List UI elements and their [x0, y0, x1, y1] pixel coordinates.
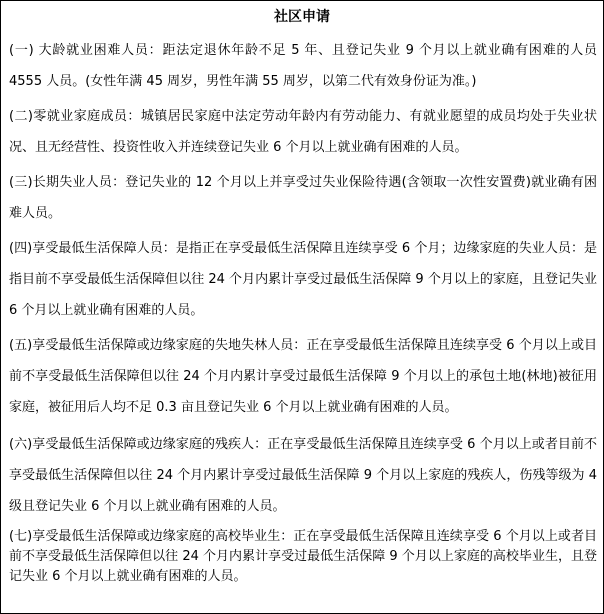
paragraph-3: (三)长期失业人员：登记失业的 12 个月以上并享受过失业保险待遇(含领取一次性安置费)就业确有困难人员。	[9, 175, 597, 221]
paragraph-5: (五)享受最低生活保障或边缘家庭的失地失林人员：正在享受最低生活保障且连续享受 6 个月以上或目前不享受最低生活保障但以往 24 个月内累计享受过最低生活保障 9 个月以上的承包土地(林地)被征用家庭，被征用后人均不足 0.3 亩且登记失业 6 个月以上就业确有困难的人员。	[9, 338, 597, 415]
document-title: 社区申请	[274, 9, 330, 25]
paragraph-6: (六)享受最低生活保障或边缘家庭的残疾人：正在享受最低生活保障且连续享受 6 个月以上或者目前不享受最低生活保障但以往 24 个月内累计享受过最低生活保障 9 个月以上家庭的残疾人，伤残等级为 4 级且登记失业 6 个月以上就业确有困难的人员。	[9, 437, 597, 514]
paragraph-4: (四)享受最低生活保障人员：是指正在享受最低生活保障且连续享受 6 个月；边缘家庭的失业人员：是指目前不享受最低生活保障但以往 24 个月内累计享受过最低生活保障 9 个月以上的家庭，且登记失业 6 个月以上就业确有困难的人员。	[9, 241, 597, 318]
paragraph-7: (七)享受最低生活保障或边缘家庭的高校毕业生：正在享受最低生活保障且连续享受 6 个月以上或者目前不享受最低生活保障但以往 24 个月内累计享受过最低生活保障 9 个月以上家庭的高校毕业生，且登记失业 6 个月以上就业确有困难的人员。	[9, 529, 597, 584]
paragraph-1: (一) 大龄就业困难人员：距法定退休年龄不足 5 年、且登记失业 9 个月以上就业确有困难的人员 4555 人员。(女性年满 45 周岁，男性年满 55 周岁，以第二代有效身份证为准。)	[9, 43, 597, 89]
paragraph-2: (二)零就业家庭成员：城镇居民家庭中法定劳动年龄内有劳动能力、有就业愿望的成员均处于失业状况、且无经营性、投资性收入并连续登记失业 6 个月以上就业确有困难的人员。	[9, 109, 597, 155]
